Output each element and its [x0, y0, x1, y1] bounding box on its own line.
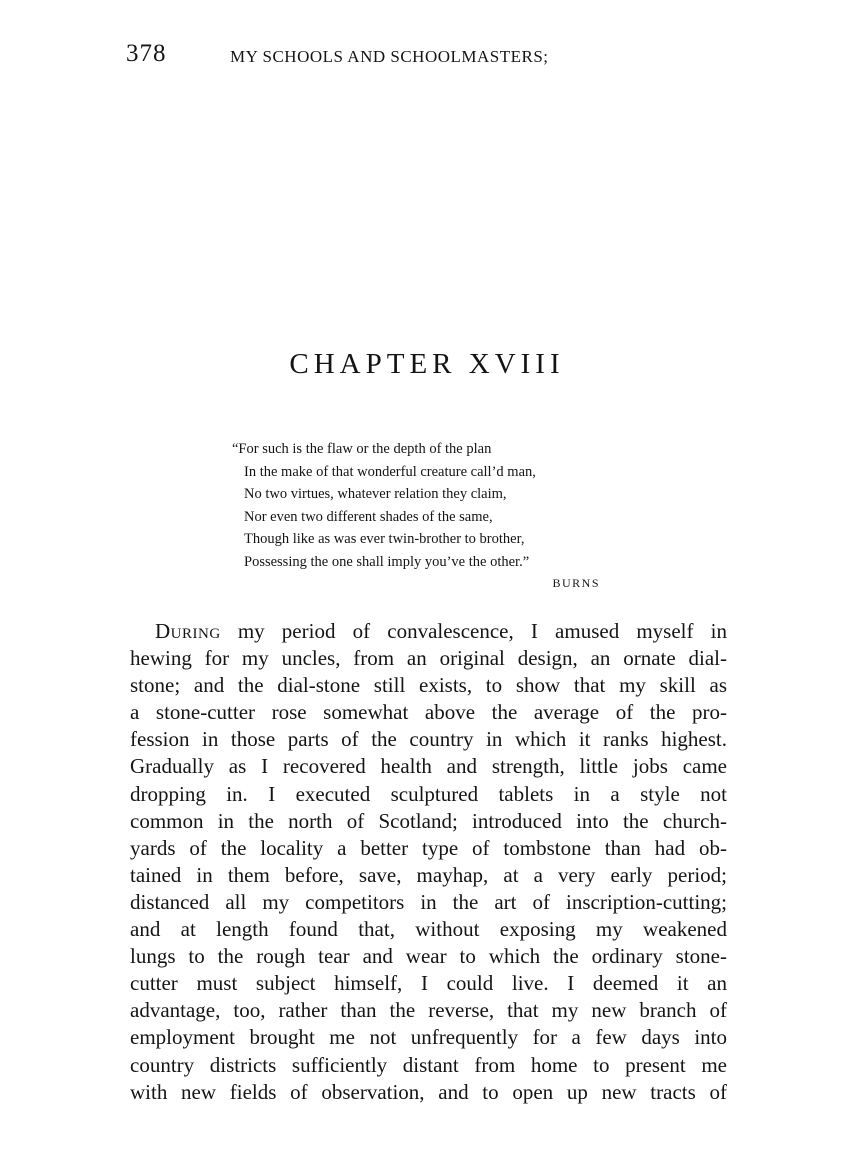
- epigraph-line: “For such is the flaw or the depth of the plan: [232, 441, 492, 457]
- body-text: [130, 618, 727, 1106]
- running-title: MY SCHOOLS AND SCHOOLMASTERS;: [230, 47, 549, 66]
- opening-word: During: [155, 619, 221, 643]
- text-line: tained in them before, save, mayhap, at a very early period;: [130, 862, 727, 887]
- epigraph-line: No two virtues, whatever relation they claim,: [244, 486, 507, 502]
- text-line: a stone-cutter rose somewhat above the average of the pro-: [130, 700, 727, 725]
- epigraph-line: Possessing the one shall imply you’ve the other.”: [244, 553, 530, 570]
- text-line: advantage, too, rather than the reverse, that my new branch of: [130, 998, 727, 1023]
- text-line: distanced all my competitors in the art of inscription-cutting;: [130, 889, 727, 914]
- epigraph-attribution: BURNS: [552, 576, 600, 590]
- text-line: stone; and the dial-stone still exists, to show that my skill as: [130, 673, 727, 698]
- epigraph-line: Though like as was ever twin-brother to brother,: [244, 531, 525, 547]
- text-line: common in the north of Scotland; introduced into the church-: [130, 808, 727, 833]
- text-line: employment brought me not unfrequently for a few days into: [130, 1025, 727, 1050]
- text-line: country districts sufficiently distant from home to present me: [130, 1052, 727, 1077]
- running-head: [126, 40, 726, 80]
- chapter-title: CHAPTER XVIII: [289, 348, 565, 380]
- page-number: 378: [126, 40, 167, 67]
- paragraph-first-line: [130, 618, 727, 645]
- text-line: lungs to the rough tear and wear to which the ordinary stone-: [130, 944, 727, 969]
- text-line: fession in those parts of the country in which it ranks highest.: [130, 727, 727, 752]
- epigraph-line: Nor even two different shades of the same,: [244, 508, 493, 525]
- text-line: and at length found that, without exposing my weakened: [130, 917, 727, 942]
- first-line-text: my period of convalescence, I amused myself in: [220, 619, 727, 643]
- text-line: with new fields of observation, and to open up new tracts of: [130, 1079, 727, 1104]
- epigraph-line: In the make of that wonderful creature call’d man,: [244, 463, 536, 480]
- text-line: cutter must subject himself, I could live. I deemed it an: [130, 971, 727, 996]
- text-line: yards of the locality a better type of tombstone than had ob-: [130, 835, 727, 860]
- text-line: dropping in. I executed sculptured tablets in a style not: [130, 781, 727, 806]
- epigraph: [232, 438, 612, 593]
- text-line: Gradually as I recovered health and strength, little jobs came: [130, 754, 727, 779]
- text-line: hewing for my uncles, from an original design, an ornate dial-: [130, 646, 727, 671]
